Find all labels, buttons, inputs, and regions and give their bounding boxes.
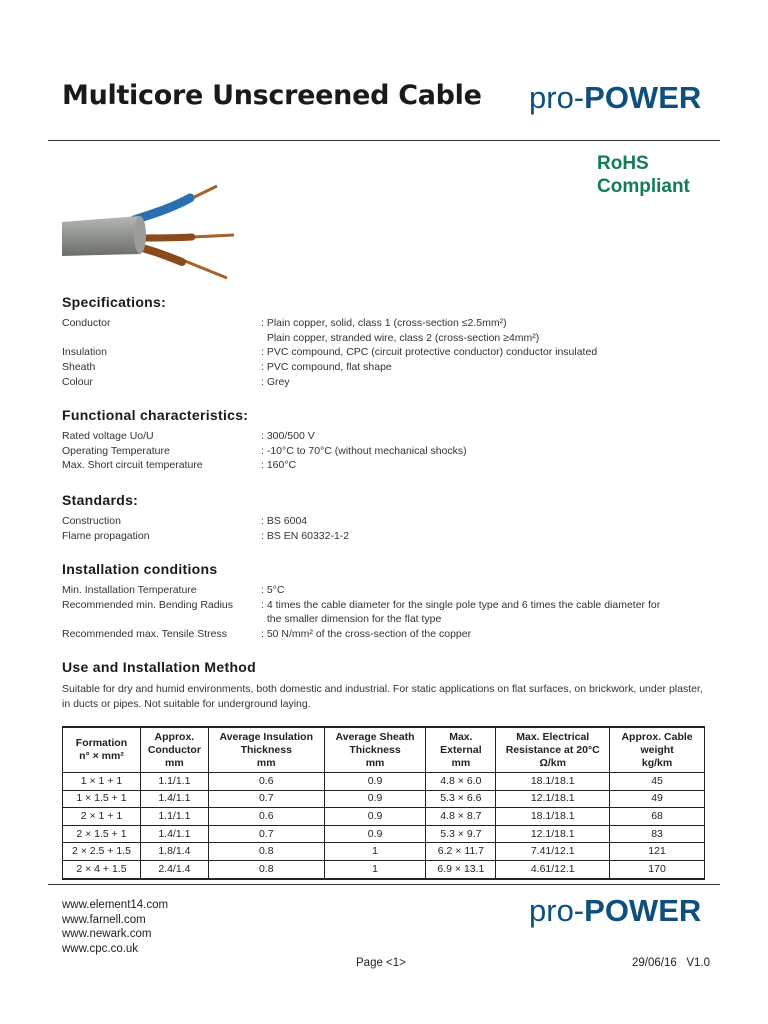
table-cell: 12.1/18.1 [496, 790, 610, 808]
functional-heading: Functional characteristics: [62, 407, 249, 423]
spec-row [62, 345, 722, 360]
footer-date-version [632, 957, 710, 969]
table-cell: 49 [610, 790, 705, 808]
installation-key: Recommended min. Bending Radius [62, 598, 234, 611]
installation-row [62, 598, 722, 613]
footer-links [62, 898, 168, 956]
table-cell: 1.8/1.4 [140, 843, 208, 861]
table-cell: 18.1/18.1 [496, 773, 610, 791]
footer-version: V1.0 [686, 957, 711, 969]
specifications-heading: Specifications: [62, 294, 167, 310]
installation-row [62, 627, 722, 642]
logo-pro-text: pro- [529, 893, 585, 928]
footer-link-newark[interactable]: www.newark.com [62, 928, 152, 940]
footer-divider [48, 884, 720, 885]
table-cell: 1 [324, 860, 426, 878]
table-cell: 0.8 [208, 843, 324, 861]
use-description: Suitable for dry and humid environments, both domestic and industrial. For static applications on flat surfaces, on brickwork, under plaster, in ducts or pipes. Not suitable for underground laying. [62, 683, 703, 710]
installation-row [62, 583, 722, 598]
table-cell: 4.8 × 8.7 [426, 808, 496, 826]
footer-link-farnell[interactable]: www.farnell.com [62, 913, 146, 926]
table-row [63, 808, 705, 826]
table-cell: 2 × 4 + 1.5 [63, 860, 141, 878]
rohs-line1: RoHS [597, 153, 649, 174]
table-cell: 2 × 1 + 1 [63, 808, 141, 826]
specifications-list [62, 316, 722, 390]
table-cell: 0.9 [324, 808, 426, 826]
standards-value: : BS 6004 [261, 515, 308, 527]
header-sheath: Average Sheath Thickness mm [324, 727, 426, 773]
spec-value: Plain copper, stranded wire, class 2 (cross-section ≥4mm²) [261, 331, 540, 344]
table-cell: 0.9 [324, 773, 426, 791]
footer-link-element14[interactable]: www.element14.com [62, 899, 169, 911]
logo-power-text: POWER [584, 80, 702, 115]
installation-value: : 4 times the cable diameter for the single pole type and 6 times the cable diameter for [261, 598, 661, 611]
standards-key: Construction [62, 515, 121, 527]
table-row [63, 773, 705, 791]
header-external: Max. External mm [426, 727, 496, 773]
standards-value: : BS EN 60332-1-2 [261, 529, 350, 542]
table-cell: 0.8 [208, 860, 324, 878]
spec-row [62, 360, 722, 375]
table-cell: 12.1/18.1 [496, 825, 610, 843]
table-row [63, 790, 705, 808]
functional-value: : 300/500 V [261, 430, 315, 442]
spec-row [62, 331, 722, 346]
table-cell: 4.61/12.1 [496, 860, 610, 878]
table-cell: 5.3 × 9.7 [426, 825, 496, 843]
table-cell: 1.1/1.1 [140, 808, 208, 826]
table-cell: 68 [610, 808, 705, 826]
standards-row [62, 514, 722, 529]
table-cell: 83 [610, 825, 705, 843]
table-cell: 5.3 × 6.6 [426, 790, 496, 808]
table-cell: 6.9 × 13.1 [426, 860, 496, 878]
spec-key [62, 331, 261, 346]
table-cell: 4.8 × 6.0 [426, 773, 496, 791]
table-cell: 2.4/1.4 [140, 860, 208, 878]
standards-key: Flame propagation [62, 529, 150, 542]
spec-key: Insulation [62, 346, 107, 359]
header-conductor: Approx. Conductor mm [140, 727, 208, 773]
functional-row [62, 444, 722, 459]
table-cell: 2 × 1.5 + 1 [63, 825, 141, 843]
cable-spec-table [62, 726, 705, 880]
spec-value: : Plain copper, solid, class 1 (cross-section ≤2.5mm²) [261, 317, 507, 329]
cable-image [62, 180, 242, 285]
header-resistance: Max. Electrical Resistance at 20°C Ω/km [496, 727, 610, 773]
installation-value: : 50 N/mm² of the cross-section of the copper [261, 628, 472, 641]
table-row [63, 825, 705, 843]
rohs-badge [597, 152, 690, 198]
table-row [63, 860, 705, 878]
table-cell: 121 [610, 843, 705, 861]
table-cell: 18.1/18.1 [496, 808, 610, 826]
header-formation: Formation n° × mm² [63, 727, 141, 773]
table-cell: 1.4/1.1 [140, 825, 208, 843]
spec-row [62, 375, 722, 390]
spec-value: : PVC compound, CPC (circuit protective conductor) conductor insulated [261, 346, 598, 359]
spec-row [62, 316, 722, 331]
page-title: Multicore Unscreened Cable [62, 80, 482, 111]
table-cell: 7.41/12.1 [496, 843, 610, 861]
installation-key: Recommended max. Tensile Stress [62, 628, 227, 641]
table-header-row [63, 727, 705, 773]
functional-list [62, 429, 722, 473]
functional-value: : 160°C [261, 459, 297, 472]
header-divider [48, 140, 720, 141]
functional-row [62, 458, 722, 473]
header-weight: Approx. Cable weight kg/km [610, 727, 705, 773]
pro-power-logo-footer [529, 893, 701, 929]
table-cell: 45 [610, 773, 705, 791]
spec-key: Colour [62, 375, 93, 388]
header-insulation: Average Insulation Thickness mm [208, 727, 324, 773]
table-cell: 1 × 1.5 + 1 [63, 790, 141, 808]
functional-value: : -10°C to 70°C (without mechanical shocks) [261, 444, 467, 457]
installation-heading: Installation conditions [62, 561, 218, 577]
spec-key: Sheath [62, 361, 96, 374]
table-cell: 6.2 × 11.7 [426, 843, 496, 861]
table-cell: 0.9 [324, 790, 426, 808]
functional-key: Rated voltage Uo/U [62, 430, 154, 442]
pro-power-logo [529, 80, 701, 116]
spec-key: Conductor [62, 317, 111, 329]
footer-date: 29/06/16 [632, 957, 677, 969]
standards-list [62, 514, 722, 543]
table-cell: 0.6 [208, 808, 324, 826]
installation-key: Min. Installation Temperature [62, 584, 197, 596]
installation-row [62, 612, 722, 627]
spec-value: : Grey [261, 375, 290, 388]
installation-value: : 5°C [261, 584, 285, 596]
table-cell: 0.9 [324, 825, 426, 843]
use-heading: Use and Installation Method [62, 659, 257, 675]
table-cell: 1 × 1 + 1 [63, 773, 141, 791]
functional-key: Max. Short circuit temperature [62, 459, 203, 472]
logo-pro-text: pro- [529, 80, 585, 115]
table-cell: 2 × 2.5 + 1.5 [63, 843, 141, 861]
table-cell: 1.1/1.1 [140, 773, 208, 791]
page-number: Page <1> [356, 957, 406, 969]
installation-key [62, 612, 261, 627]
standards-heading: Standards: [62, 492, 139, 508]
table-row [63, 843, 705, 861]
spec-value: : PVC compound, flat shape [261, 361, 392, 374]
logo-power-text: POWER [584, 893, 702, 928]
functional-key: Operating Temperature [62, 444, 170, 457]
table-cell: 0.7 [208, 825, 324, 843]
table-cell: 0.7 [208, 790, 324, 808]
table-cell: 1.4/1.1 [140, 790, 208, 808]
installation-list [62, 583, 722, 642]
table-cell: 1 [324, 843, 426, 861]
table-cell: 170 [610, 860, 705, 878]
table-cell: 0.6 [208, 773, 324, 791]
installation-value: the smaller dimension for the flat type [261, 613, 442, 626]
standards-row [62, 529, 722, 544]
functional-row [62, 429, 722, 444]
rohs-line2: Compliant [597, 176, 690, 197]
footer-link-cpc[interactable]: www.cpc.co.uk [62, 942, 139, 955]
